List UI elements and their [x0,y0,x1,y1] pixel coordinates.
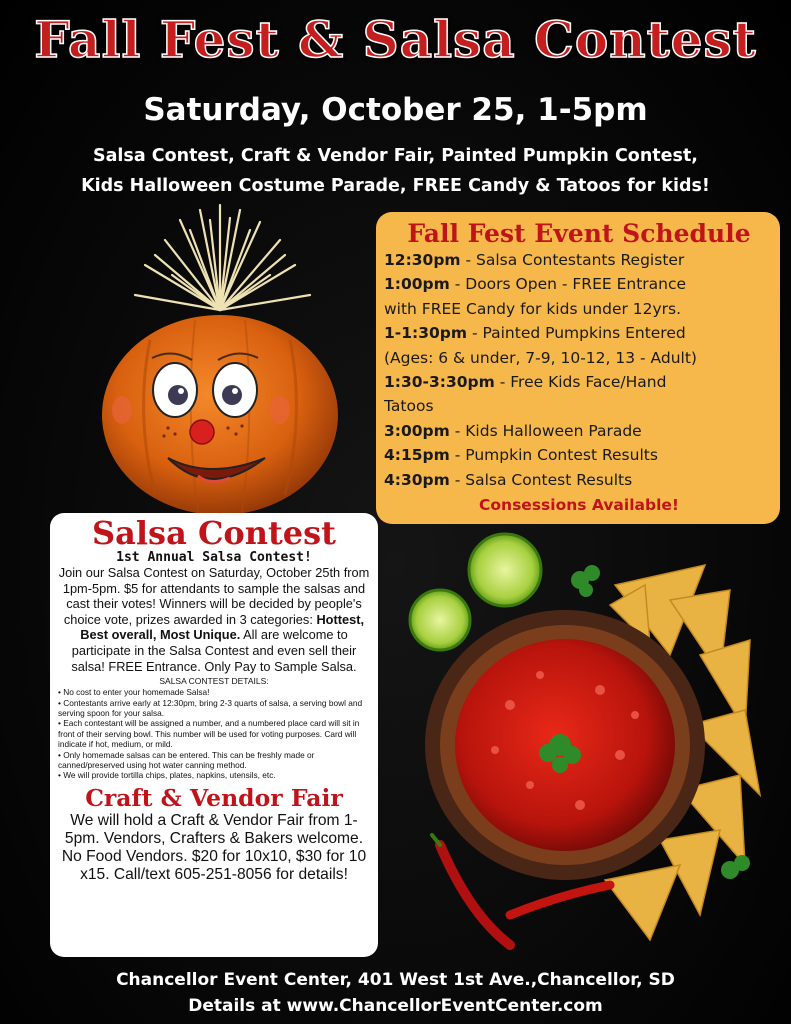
salsa-contest-subheading: 1st Annual Salsa Contest! [116,550,312,565]
schedule-time: 4:15pm [384,446,450,465]
salsa-details-list [58,687,370,781]
schedule-text: Tatoos [384,397,434,416]
schedule-time: 3:00pm [384,421,450,440]
salsa-detail-item: • We will provide tortilla chips, plates, napkins, utensils, etc. [58,770,276,781]
schedule-text: - Pumpkin Contest Results [449,446,658,465]
salsa-bowl-illustration [400,525,791,955]
event-subtitle-line-1: Salsa Contest, Craft & Vendor Fair, Painted Pumpkin Contest, [93,146,698,166]
salsa-detail-item: • Only homemade salsas can be entered. This can be freshly made or canned/preserved using hot water canning method. [58,749,315,770]
schedule-text: - Doors Open - FREE Entrance [449,275,687,294]
schedule-text: - Salsa Contest Results [449,470,633,489]
schedule-time: 1:00pm [384,275,450,294]
salsa-detail-item: • No cost to enter your homemade Salsa! [58,687,210,698]
salsa-detail-item: • Each contestant will be assigned a number, and a numbered place card will sit in front of their serving bowl. This number will be used for voting purposes. Card will indicate if hot, medium, or mild. [58,718,360,750]
schedule-time: 12:30pm [384,251,461,269]
schedule-row [384,272,774,296]
pumpkin-illustration [80,200,360,530]
salsa-description-part-1: Join our Salsa Contest on Saturday, October 25th from 1pm-5pm. $5 for attendants to sample the salsas and cast their votes! Winners will be decided by people's choice vote, prizes awarded in 3 categories: [58,565,370,627]
schedule-text: with FREE Candy for kids under 12yrs. [384,299,682,318]
salsa-contest-description [58,565,370,674]
schedule-text: - Painted Pumpkins Entered [467,324,686,343]
schedule-text: (Ages: 6 & under, 7-9, 10-12, 13 - Adult) [384,348,697,367]
event-schedule [376,212,780,524]
event-title: Fall Fest & Salsa Contest [34,10,757,69]
vendor-fair-description: We will hold a Craft & Vendor Fair from 1-5pm. Vendors, Crafters & Bakers welcome. No Food Vendors. $20 for 10x10, $30 for 10 x15. Call/text 605-251-8056 for details! [61,811,367,884]
schedule-row [384,394,774,418]
event-date: Saturday, October 25, 1-5pm [143,92,648,128]
salsa-description-part-2: All are welcome to participate in the Salsa Contest and even sell their salsa! FREE Entrance. Only Pay to Sample Salsa. [71,627,357,674]
salsa-contest-heading: Salsa Contest [92,514,336,552]
schedule-row [384,297,774,321]
schedule-row [384,248,774,272]
vendor-fair-heading: Craft & Vendor Fair [85,783,343,812]
schedule-row [384,443,774,467]
schedule-time: 4:30pm [384,470,450,489]
schedule-row [384,346,774,370]
schedule-title: Fall Fest Event Schedule [407,219,751,248]
concessions-note: Consessions Available! [479,496,679,515]
schedule-row [384,321,774,345]
schedule-row [384,370,774,394]
schedule-row [384,468,774,492]
schedule-row [384,419,774,443]
venue-address: Chancellor Event Center, 401 West 1st Ave.,Chancellor, SD [116,970,675,990]
salsa-contest-card [50,513,378,957]
website-details: Details at www.ChancellorEventCenter.com [188,996,603,1016]
salsa-detail-item: • Contestants arrive early at 12:30pm, bring 2-3 quarts of salsa, a serving bowl and serving spoon for your salsa. [58,697,363,718]
schedule-text: - Free Kids Face/Hand [494,373,667,392]
schedule-time: 1-1:30pm [384,324,468,343]
event-subtitle-line-2: Kids Halloween Costume Parade, FREE Candy & Tatoos for kids! [81,176,710,196]
schedule-time: 1:30-3:30pm [384,373,495,392]
salsa-details-heading: SALSA CONTEST DETAILS: [159,676,269,687]
salsa-categories: Hottest, Best overall, Most Unique. [80,611,365,643]
schedule-text: - Salsa Contestants Register [460,251,685,269]
schedule-text: - Kids Halloween Parade [449,421,642,440]
